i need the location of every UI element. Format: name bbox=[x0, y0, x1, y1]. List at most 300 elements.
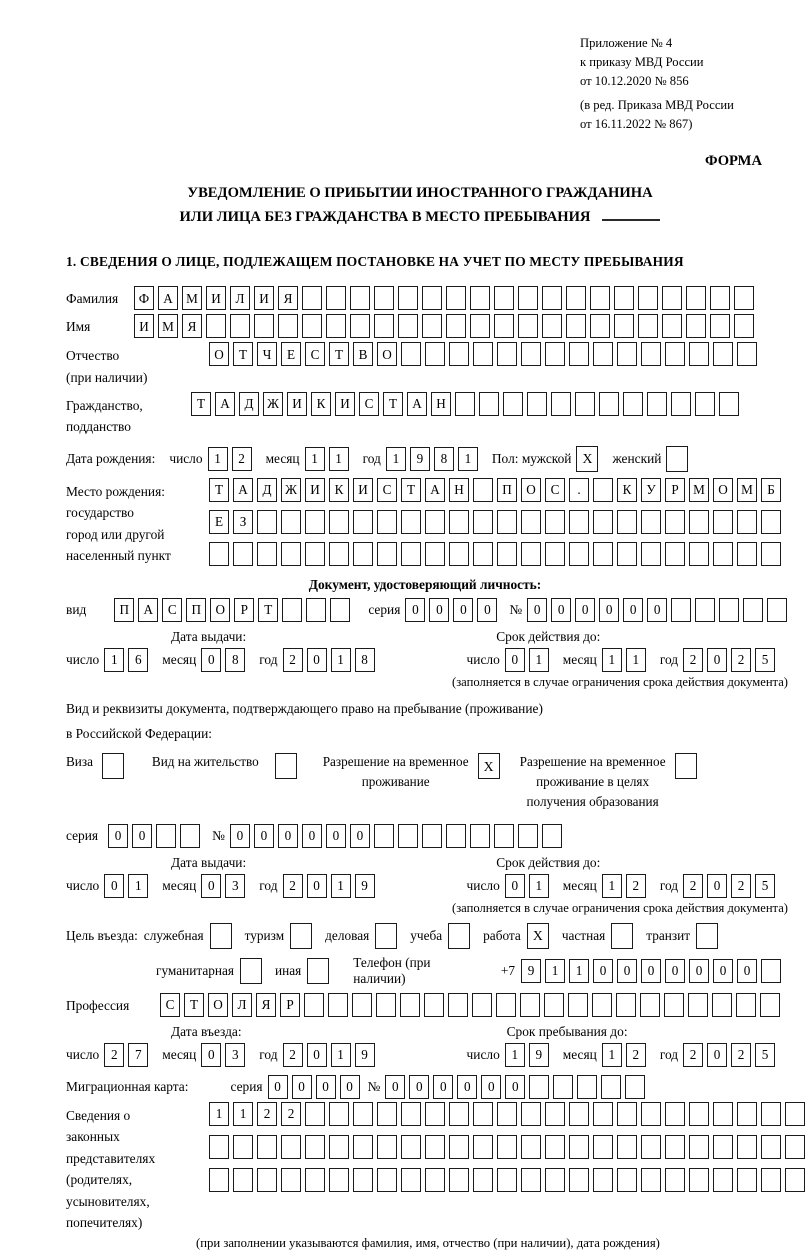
form-cell-filled[interactable]: И bbox=[353, 478, 373, 502]
form-cell-filled[interactable]: А bbox=[138, 598, 158, 622]
form-cell-empty[interactable] bbox=[449, 1135, 469, 1159]
form-cell-filled[interactable]: С bbox=[160, 993, 180, 1017]
form-cell-empty[interactable] bbox=[592, 993, 612, 1017]
form-cell-empty[interactable] bbox=[542, 286, 562, 310]
form-cell-empty[interactable] bbox=[446, 824, 466, 848]
form-cell-empty[interactable] bbox=[593, 342, 613, 366]
form-cell-filled[interactable]: 2 bbox=[232, 447, 252, 471]
form-cell-filled[interactable]: 0 bbox=[340, 1075, 360, 1099]
form-cell-empty[interactable] bbox=[640, 993, 660, 1017]
form-cell-filled[interactable]: 5 bbox=[755, 648, 775, 672]
form-cell-filled[interactable]: 0 bbox=[689, 959, 709, 983]
form-cell-empty[interactable] bbox=[518, 314, 538, 338]
form-cell-filled[interactable]: 0 bbox=[707, 648, 727, 672]
form-cell-empty[interactable] bbox=[542, 824, 562, 848]
form-cell-filled[interactable]: 9 bbox=[529, 1043, 549, 1067]
form-cell-filled[interactable]: Р bbox=[234, 598, 254, 622]
form-cell-filled[interactable]: 1 bbox=[545, 959, 565, 983]
form-cell-empty[interactable] bbox=[785, 1135, 805, 1159]
form-cell-empty[interactable] bbox=[665, 1135, 685, 1159]
form-cell-filled[interactable]: 5 bbox=[755, 874, 775, 898]
form-cell-empty[interactable] bbox=[278, 314, 298, 338]
form-cell-filled[interactable]: 2 bbox=[683, 1043, 703, 1067]
form-cell-filled[interactable]: 0 bbox=[713, 959, 733, 983]
form-cell-filled[interactable]: . bbox=[569, 478, 589, 502]
form-cell-empty[interactable] bbox=[254, 314, 274, 338]
form-cell-empty[interactable] bbox=[593, 510, 613, 534]
form-cell-filled[interactable]: 2 bbox=[683, 648, 703, 672]
form-cell-empty[interactable] bbox=[641, 342, 661, 366]
form-cell-empty[interactable] bbox=[353, 1135, 373, 1159]
form-cell-empty[interactable] bbox=[307, 958, 329, 984]
form-cell-empty[interactable] bbox=[577, 1075, 597, 1099]
form-cell-filled[interactable]: 0 bbox=[350, 824, 370, 848]
form-cell-empty[interactable] bbox=[689, 342, 709, 366]
form-cell-empty[interactable] bbox=[329, 510, 349, 534]
form-cell-empty[interactable] bbox=[671, 392, 691, 416]
form-cell-empty[interactable] bbox=[617, 342, 637, 366]
form-cell-empty[interactable] bbox=[281, 1168, 301, 1192]
form-cell-filled[interactable]: 1 bbox=[233, 1102, 253, 1126]
form-cell-filled[interactable]: 0 bbox=[409, 1075, 429, 1099]
form-cell-filled[interactable]: 1 bbox=[626, 648, 646, 672]
form-cell-empty[interactable] bbox=[180, 824, 200, 848]
form-cell-empty[interactable] bbox=[353, 1102, 373, 1126]
form-cell-empty[interactable] bbox=[329, 1168, 349, 1192]
form-cell-filled[interactable]: А bbox=[233, 478, 253, 502]
form-cell-empty[interactable] bbox=[473, 510, 493, 534]
form-cell-filled[interactable]: М bbox=[182, 286, 202, 310]
form-cell-empty[interactable] bbox=[713, 1102, 733, 1126]
form-cell-empty[interactable] bbox=[470, 314, 490, 338]
form-cell-filled[interactable]: О bbox=[377, 342, 397, 366]
form-cell-filled[interactable]: О bbox=[713, 478, 733, 502]
form-cell-filled[interactable]: 0 bbox=[433, 1075, 453, 1099]
form-cell-empty[interactable] bbox=[736, 993, 756, 1017]
form-cell-empty[interactable] bbox=[446, 314, 466, 338]
form-cell-filled[interactable]: 0 bbox=[201, 874, 221, 898]
form-cell-empty[interactable] bbox=[666, 446, 688, 472]
form-cell-filled[interactable]: 0 bbox=[326, 824, 346, 848]
form-cell-filled[interactable]: 2 bbox=[731, 1043, 751, 1067]
form-cell-empty[interactable] bbox=[479, 392, 499, 416]
form-cell-empty[interactable] bbox=[473, 478, 493, 502]
form-cell-filled[interactable]: 1 bbox=[602, 648, 622, 672]
form-cell-empty[interactable] bbox=[737, 1102, 757, 1126]
form-cell-filled[interactable]: 0 bbox=[230, 824, 250, 848]
form-cell-empty[interactable] bbox=[425, 1168, 445, 1192]
form-cell-empty[interactable] bbox=[641, 510, 661, 534]
form-cell-empty[interactable] bbox=[686, 314, 706, 338]
form-cell-filled[interactable]: О bbox=[208, 993, 228, 1017]
form-cell-filled[interactable]: 0 bbox=[707, 1043, 727, 1067]
form-cell-filled[interactable]: П bbox=[186, 598, 206, 622]
form-cell-empty[interactable] bbox=[712, 993, 732, 1017]
form-cell-filled[interactable]: 0 bbox=[457, 1075, 477, 1099]
form-cell-filled[interactable]: 0 bbox=[307, 874, 327, 898]
form-cell-empty[interactable] bbox=[686, 286, 706, 310]
form-cell-empty[interactable] bbox=[593, 1102, 613, 1126]
form-cell-empty[interactable] bbox=[425, 1102, 445, 1126]
form-cell-filled[interactable]: Т bbox=[258, 598, 278, 622]
form-cell-empty[interactable] bbox=[449, 510, 469, 534]
form-cell-empty[interactable] bbox=[305, 1135, 325, 1159]
form-cell-empty[interactable] bbox=[353, 510, 373, 534]
form-cell-filled[interactable]: 0 bbox=[292, 1075, 312, 1099]
form-cell-empty[interactable] bbox=[425, 510, 445, 534]
form-cell-filled[interactable]: 0 bbox=[316, 1075, 336, 1099]
form-cell-empty[interactable] bbox=[497, 1102, 517, 1126]
form-cell-empty[interactable] bbox=[494, 314, 514, 338]
form-cell-empty[interactable] bbox=[529, 1075, 549, 1099]
form-cell-filled[interactable]: 3 bbox=[225, 1043, 245, 1067]
form-cell-empty[interactable] bbox=[542, 314, 562, 338]
form-cell-filled[interactable]: Я bbox=[182, 314, 202, 338]
form-cell-filled[interactable]: Е bbox=[209, 510, 229, 534]
form-cell-filled[interactable]: 8 bbox=[355, 648, 375, 672]
form-cell-empty[interactable] bbox=[518, 286, 538, 310]
form-cell-empty[interactable] bbox=[767, 598, 787, 622]
form-cell-filled[interactable]: 2 bbox=[257, 1102, 277, 1126]
form-cell-empty[interactable] bbox=[553, 1075, 573, 1099]
form-cell-empty[interactable] bbox=[398, 824, 418, 848]
form-cell-empty[interactable] bbox=[305, 1168, 325, 1192]
form-cell-empty[interactable] bbox=[240, 958, 262, 984]
form-cell-filled[interactable]: 2 bbox=[731, 648, 751, 672]
form-cell-empty[interactable] bbox=[737, 510, 757, 534]
form-cell-filled[interactable]: М bbox=[689, 478, 709, 502]
form-cell-empty[interactable] bbox=[422, 824, 442, 848]
form-cell-filled[interactable]: 0 bbox=[453, 598, 473, 622]
form-cell-empty[interactable] bbox=[713, 1168, 733, 1192]
form-cell-filled[interactable]: 2 bbox=[283, 1043, 303, 1067]
form-cell-empty[interactable] bbox=[641, 1102, 661, 1126]
form-cell-filled[interactable]: 2 bbox=[283, 874, 303, 898]
form-cell-empty[interactable] bbox=[625, 1075, 645, 1099]
form-cell-empty[interactable] bbox=[551, 392, 571, 416]
form-cell-empty[interactable] bbox=[350, 286, 370, 310]
form-cell-filled[interactable]: 0 bbox=[385, 1075, 405, 1099]
form-cell-empty[interactable] bbox=[472, 993, 492, 1017]
form-cell-filled[interactable]: Я bbox=[278, 286, 298, 310]
form-cell-empty[interactable] bbox=[719, 598, 739, 622]
form-cell-empty[interactable] bbox=[569, 342, 589, 366]
form-cell-empty[interactable] bbox=[761, 1102, 781, 1126]
form-cell-empty[interactable] bbox=[353, 542, 373, 566]
form-cell-filled[interactable]: Т bbox=[329, 342, 349, 366]
form-cell-filled[interactable]: 2 bbox=[731, 874, 751, 898]
form-cell-filled[interactable]: 0 bbox=[405, 598, 425, 622]
form-cell-empty[interactable] bbox=[425, 342, 445, 366]
form-cell-empty[interactable] bbox=[664, 993, 684, 1017]
form-cell-filled[interactable]: 1 bbox=[386, 447, 406, 471]
form-cell-filled[interactable]: 0 bbox=[254, 824, 274, 848]
form-cell-empty[interactable] bbox=[281, 542, 301, 566]
form-cell-filled[interactable]: 2 bbox=[626, 874, 646, 898]
form-cell-empty[interactable] bbox=[760, 993, 780, 1017]
form-cell-filled[interactable]: 8 bbox=[434, 447, 454, 471]
form-cell-empty[interactable] bbox=[566, 286, 586, 310]
form-cell-filled[interactable]: А bbox=[215, 392, 235, 416]
form-cell-empty[interactable] bbox=[257, 1135, 277, 1159]
form-cell-empty[interactable] bbox=[449, 342, 469, 366]
form-cell-filled[interactable]: 0 bbox=[641, 959, 661, 983]
form-cell-empty[interactable] bbox=[497, 542, 517, 566]
form-cell-filled[interactable]: О bbox=[209, 342, 229, 366]
form-cell-empty[interactable] bbox=[328, 993, 348, 1017]
form-cell-filled[interactable]: X bbox=[576, 446, 598, 472]
form-cell-filled[interactable]: 0 bbox=[505, 874, 525, 898]
form-cell-empty[interactable] bbox=[665, 1102, 685, 1126]
form-cell-empty[interactable] bbox=[614, 286, 634, 310]
form-cell-filled[interactable]: 0 bbox=[623, 598, 643, 622]
form-cell-empty[interactable] bbox=[401, 342, 421, 366]
form-cell-empty[interactable] bbox=[503, 392, 523, 416]
form-cell-empty[interactable] bbox=[102, 753, 124, 779]
form-cell-filled[interactable]: X bbox=[527, 923, 549, 949]
form-cell-empty[interactable] bbox=[688, 993, 708, 1017]
form-cell-filled[interactable]: 0 bbox=[665, 959, 685, 983]
form-cell-filled[interactable]: 1 bbox=[209, 1102, 229, 1126]
form-cell-filled[interactable]: К bbox=[617, 478, 637, 502]
form-cell-empty[interactable] bbox=[326, 286, 346, 310]
form-cell-filled[interactable]: Р bbox=[280, 993, 300, 1017]
form-cell-filled[interactable]: 9 bbox=[521, 959, 541, 983]
form-cell-empty[interactable] bbox=[696, 923, 718, 949]
form-cell-empty[interactable] bbox=[400, 993, 420, 1017]
form-cell-empty[interactable] bbox=[734, 314, 754, 338]
form-cell-empty[interactable] bbox=[329, 1102, 349, 1126]
form-cell-filled[interactable]: 0 bbox=[617, 959, 637, 983]
form-cell-empty[interactable] bbox=[209, 1135, 229, 1159]
form-cell-empty[interactable] bbox=[257, 542, 277, 566]
form-cell-empty[interactable] bbox=[590, 314, 610, 338]
form-cell-filled[interactable]: Д bbox=[239, 392, 259, 416]
form-cell-empty[interactable] bbox=[521, 510, 541, 534]
form-cell-empty[interactable] bbox=[521, 1102, 541, 1126]
form-cell-empty[interactable] bbox=[377, 1168, 397, 1192]
form-cell-filled[interactable]: 0 bbox=[477, 598, 497, 622]
form-cell-empty[interactable] bbox=[719, 392, 739, 416]
form-cell-empty[interactable] bbox=[638, 286, 658, 310]
form-cell-filled[interactable]: 0 bbox=[707, 874, 727, 898]
form-cell-empty[interactable] bbox=[695, 598, 715, 622]
form-cell-filled[interactable]: И bbox=[254, 286, 274, 310]
form-cell-filled[interactable]: 0 bbox=[104, 874, 124, 898]
form-cell-filled[interactable]: И bbox=[305, 478, 325, 502]
form-cell-empty[interactable] bbox=[497, 510, 517, 534]
form-cell-empty[interactable] bbox=[305, 542, 325, 566]
form-cell-empty[interactable] bbox=[282, 598, 302, 622]
form-cell-filled[interactable]: 0 bbox=[505, 1075, 525, 1099]
form-cell-empty[interactable] bbox=[425, 1135, 445, 1159]
form-cell-empty[interactable] bbox=[761, 510, 781, 534]
form-cell-filled[interactable]: И bbox=[335, 392, 355, 416]
form-cell-empty[interactable] bbox=[376, 993, 396, 1017]
form-cell-empty[interactable] bbox=[734, 286, 754, 310]
form-cell-filled[interactable]: Е bbox=[281, 342, 301, 366]
form-cell-empty[interactable] bbox=[761, 959, 781, 983]
form-cell-empty[interactable] bbox=[616, 993, 636, 1017]
form-cell-empty[interactable] bbox=[527, 392, 547, 416]
form-cell-empty[interactable] bbox=[521, 542, 541, 566]
form-cell-empty[interactable] bbox=[353, 1168, 373, 1192]
form-cell-empty[interactable] bbox=[743, 598, 763, 622]
form-cell-filled[interactable]: Ж bbox=[281, 478, 301, 502]
form-cell-empty[interactable] bbox=[785, 1102, 805, 1126]
form-cell-empty[interactable] bbox=[375, 923, 397, 949]
form-cell-filled[interactable]: М bbox=[158, 314, 178, 338]
form-cell-filled[interactable]: Н bbox=[431, 392, 451, 416]
form-cell-filled[interactable]: 0 bbox=[527, 598, 547, 622]
form-cell-empty[interactable] bbox=[737, 542, 757, 566]
form-cell-filled[interactable]: 9 bbox=[410, 447, 430, 471]
form-cell-filled[interactable]: 5 bbox=[755, 1043, 775, 1067]
form-cell-empty[interactable] bbox=[281, 510, 301, 534]
form-cell-empty[interactable] bbox=[425, 542, 445, 566]
form-cell-filled[interactable]: А bbox=[425, 478, 445, 502]
form-cell-empty[interactable] bbox=[521, 342, 541, 366]
form-cell-empty[interactable] bbox=[302, 286, 322, 310]
form-cell-empty[interactable] bbox=[785, 1168, 805, 1192]
form-cell-filled[interactable]: 0 bbox=[647, 598, 667, 622]
form-cell-filled[interactable]: О bbox=[210, 598, 230, 622]
form-cell-empty[interactable] bbox=[611, 923, 633, 949]
form-cell-empty[interactable] bbox=[446, 286, 466, 310]
form-cell-filled[interactable]: 1 bbox=[458, 447, 478, 471]
form-cell-filled[interactable]: Р bbox=[665, 478, 685, 502]
form-cell-filled[interactable]: 1 bbox=[128, 874, 148, 898]
form-cell-empty[interactable] bbox=[695, 392, 715, 416]
form-cell-filled[interactable]: И bbox=[134, 314, 154, 338]
form-cell-empty[interactable] bbox=[449, 1168, 469, 1192]
form-cell-filled[interactable]: Н bbox=[449, 478, 469, 502]
form-cell-empty[interactable] bbox=[257, 510, 277, 534]
form-cell-empty[interactable] bbox=[497, 1168, 517, 1192]
form-cell-filled[interactable]: 6 bbox=[128, 648, 148, 672]
form-cell-empty[interactable] bbox=[210, 923, 232, 949]
form-cell-empty[interactable] bbox=[398, 314, 418, 338]
form-cell-empty[interactable] bbox=[689, 1135, 709, 1159]
form-cell-filled[interactable]: Д bbox=[257, 478, 277, 502]
form-cell-empty[interactable] bbox=[617, 510, 637, 534]
form-cell-empty[interactable] bbox=[497, 342, 517, 366]
form-cell-filled[interactable]: 0 bbox=[108, 824, 128, 848]
form-cell-empty[interactable] bbox=[545, 510, 565, 534]
form-cell-empty[interactable] bbox=[662, 314, 682, 338]
form-cell-empty[interactable] bbox=[665, 1168, 685, 1192]
form-cell-empty[interactable] bbox=[671, 598, 691, 622]
form-cell-filled[interactable]: Я bbox=[256, 993, 276, 1017]
form-cell-filled[interactable]: А bbox=[158, 286, 178, 310]
form-cell-empty[interactable] bbox=[374, 314, 394, 338]
form-cell-empty[interactable] bbox=[329, 542, 349, 566]
form-cell-empty[interactable] bbox=[713, 542, 733, 566]
form-cell-empty[interactable] bbox=[233, 542, 253, 566]
form-cell-filled[interactable]: С bbox=[377, 478, 397, 502]
form-cell-empty[interactable] bbox=[623, 392, 643, 416]
form-cell-empty[interactable] bbox=[599, 392, 619, 416]
form-cell-filled[interactable]: Ч bbox=[257, 342, 277, 366]
form-cell-empty[interactable] bbox=[422, 314, 442, 338]
form-cell-filled[interactable]: 0 bbox=[132, 824, 152, 848]
form-cell-empty[interactable] bbox=[374, 824, 394, 848]
form-cell-empty[interactable] bbox=[455, 392, 475, 416]
form-cell-empty[interactable] bbox=[665, 342, 685, 366]
form-cell-empty[interactable] bbox=[305, 1102, 325, 1126]
form-cell-empty[interactable] bbox=[710, 286, 730, 310]
form-cell-empty[interactable] bbox=[275, 753, 297, 779]
form-cell-empty[interactable] bbox=[424, 993, 444, 1017]
form-cell-empty[interactable] bbox=[281, 1135, 301, 1159]
form-cell-filled[interactable]: 1 bbox=[529, 648, 549, 672]
form-cell-filled[interactable]: М bbox=[737, 478, 757, 502]
form-cell-filled[interactable]: 0 bbox=[505, 648, 525, 672]
form-cell-filled[interactable]: Ж bbox=[263, 392, 283, 416]
form-cell-empty[interactable] bbox=[675, 753, 697, 779]
form-cell-empty[interactable] bbox=[449, 1102, 469, 1126]
form-cell-empty[interactable] bbox=[473, 542, 493, 566]
form-cell-empty[interactable] bbox=[641, 542, 661, 566]
form-cell-filled[interactable]: X bbox=[478, 753, 500, 779]
form-cell-filled[interactable]: 1 bbox=[104, 648, 124, 672]
form-cell-empty[interactable] bbox=[473, 1168, 493, 1192]
form-cell-filled[interactable]: П bbox=[114, 598, 134, 622]
form-cell-filled[interactable]: Т bbox=[233, 342, 253, 366]
form-cell-empty[interactable] bbox=[545, 1135, 565, 1159]
form-cell-empty[interactable] bbox=[496, 993, 516, 1017]
form-cell-empty[interactable] bbox=[374, 286, 394, 310]
form-cell-filled[interactable]: С bbox=[545, 478, 565, 502]
form-cell-empty[interactable] bbox=[470, 824, 490, 848]
form-cell-empty[interactable] bbox=[641, 1168, 661, 1192]
form-cell-filled[interactable]: 0 bbox=[201, 1043, 221, 1067]
form-cell-filled[interactable]: 9 bbox=[355, 874, 375, 898]
form-cell-empty[interactable] bbox=[545, 542, 565, 566]
form-cell-filled[interactable]: 1 bbox=[505, 1043, 525, 1067]
form-cell-filled[interactable]: 0 bbox=[307, 648, 327, 672]
form-cell-empty[interactable] bbox=[761, 1135, 781, 1159]
form-cell-filled[interactable]: К bbox=[311, 392, 331, 416]
form-cell-empty[interactable] bbox=[473, 342, 493, 366]
form-cell-empty[interactable] bbox=[209, 542, 229, 566]
form-cell-empty[interactable] bbox=[713, 342, 733, 366]
form-cell-filled[interactable]: П bbox=[497, 478, 517, 502]
form-cell-empty[interactable] bbox=[665, 542, 685, 566]
form-cell-filled[interactable]: 0 bbox=[599, 598, 619, 622]
form-cell-empty[interactable] bbox=[156, 824, 176, 848]
form-cell-filled[interactable]: Т bbox=[191, 392, 211, 416]
form-cell-filled[interactable]: 1 bbox=[329, 447, 349, 471]
form-cell-filled[interactable]: Т bbox=[209, 478, 229, 502]
form-cell-filled[interactable]: И bbox=[206, 286, 226, 310]
form-cell-empty[interactable] bbox=[647, 392, 667, 416]
form-cell-empty[interactable] bbox=[497, 1135, 517, 1159]
form-cell-empty[interactable] bbox=[233, 1168, 253, 1192]
form-cell-filled[interactable]: 1 bbox=[331, 874, 351, 898]
form-cell-filled[interactable]: Ф bbox=[134, 286, 154, 310]
form-cell-filled[interactable]: 0 bbox=[302, 824, 322, 848]
form-cell-filled[interactable]: 2 bbox=[104, 1043, 124, 1067]
form-cell-empty[interactable] bbox=[617, 1135, 637, 1159]
form-cell-empty[interactable] bbox=[330, 598, 350, 622]
form-cell-empty[interactable] bbox=[641, 1135, 661, 1159]
form-cell-empty[interactable] bbox=[470, 286, 490, 310]
form-cell-empty[interactable] bbox=[568, 993, 588, 1017]
form-cell-empty[interactable] bbox=[377, 542, 397, 566]
form-cell-filled[interactable]: 3 bbox=[225, 874, 245, 898]
form-cell-filled[interactable]: Т bbox=[401, 478, 421, 502]
